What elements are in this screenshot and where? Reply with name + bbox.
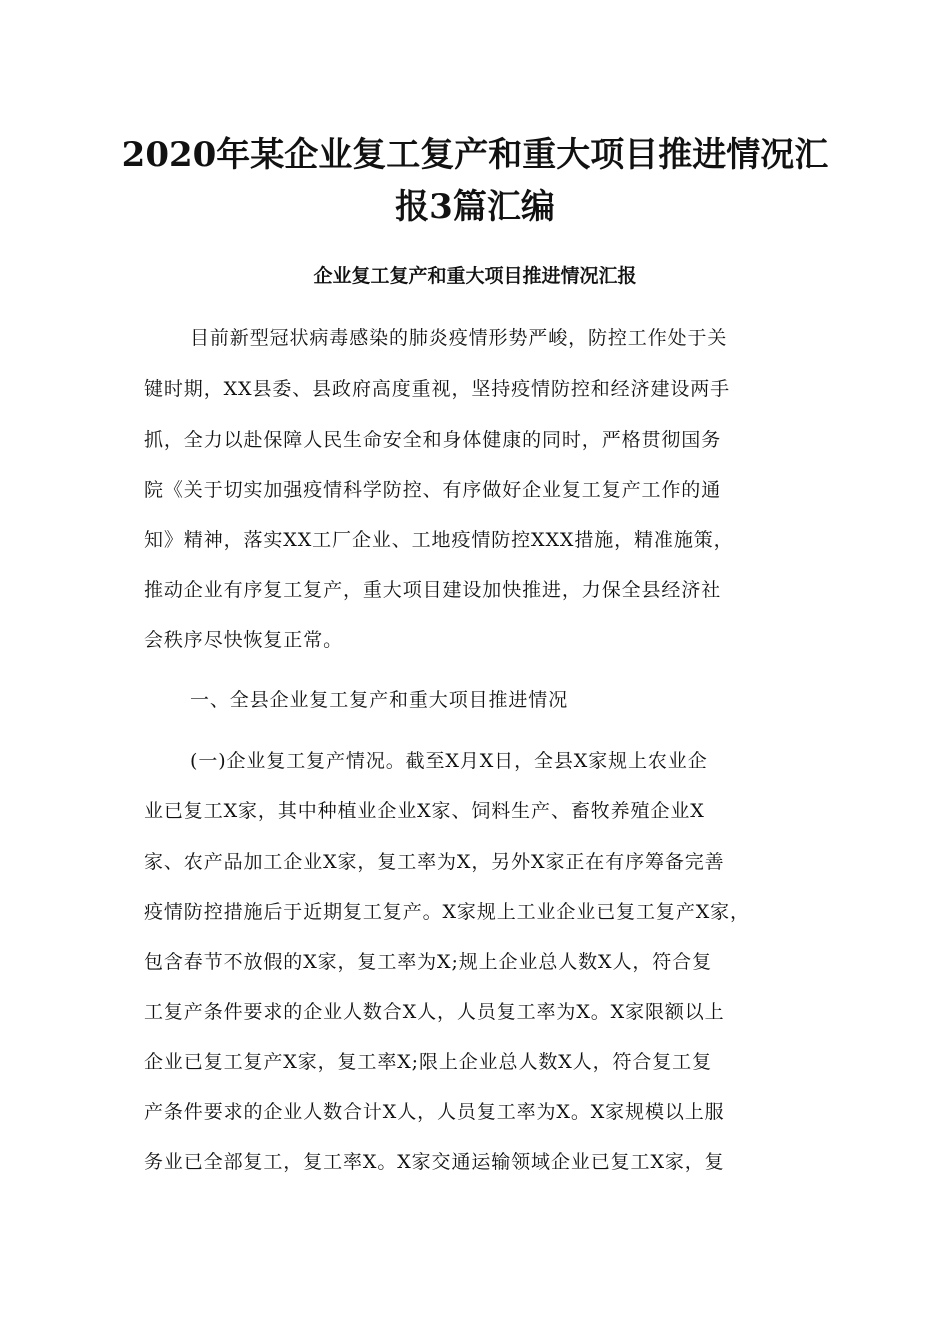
paragraph-line: 疫情防控措施后于近期复工复产。X家规上工业企业已复工复产X家， [144,901,750,923]
paragraph-line: 工复产条件要求的企业人数合X人，人员复工率为X。X家限额以上 [144,1001,725,1023]
paragraph-line: 会秩序尽快恢复正常。 [144,629,344,651]
paragraph-line: 键时期，XX县委、县政府高度重视，坚持疫情防控和经济建设两手 [144,378,731,400]
paragraph-line: 院《关于切实加强疫情科学防控、有序做好企业复工复产工作的通 [144,479,722,501]
paragraph-line: 业已复工X家，其中种植业企业X家、饲料生产、畜牧养殖企业X [144,800,705,822]
paragraph-line: 家、农产品加工企业X家，复工率为X，另外X家正在有序筹备完善 [144,851,725,873]
paragraph-line: 目前新型冠状病毒感染的肺炎疫情形势严峻，防控工作处于关 [190,327,728,349]
paragraph-line: 抓，全力以赴保障人民生命安全和身体健康的同时，严格贯彻国务 [144,429,722,451]
document-title-line-2: 报3篇汇编 [395,187,555,227]
paragraph-line: 产条件要求的企业人数合计X人，人员复工率为X。X家规模以上服 [144,1101,725,1123]
section-subtitle: 企业复工复产和重大项目推进情况汇报 [313,265,637,287]
paragraph-line: 企业已复工复产X家，复工率X;限上企业总人数X人，符合复工复 [144,1051,712,1073]
section-heading: 一、全县企业复工复产和重大项目推进情况 [190,689,569,711]
paragraph-line: (一)企业复工复产情况。截至X月X日，全县X家规上农业企 [190,750,708,772]
paragraph-line: 务业已全部复工，复工率X。X家交通运输领域企业已复工X家，复 [144,1151,725,1173]
document-title-line-1: 2020年某企业复工复产和重大项目推进情况汇 [121,135,829,175]
paragraph-line: 知》精神，落实XX工厂企业、工地疫情防控XXX措施，精准施策， [144,529,734,551]
paragraph-line: 推动企业有序复工复产，重大项目建设加快推进，力保全县经济社 [144,579,722,601]
paragraph-line: 包含春节不放假的X家，复工率为X;规上企业总人数X人，符合复 [144,951,712,973]
